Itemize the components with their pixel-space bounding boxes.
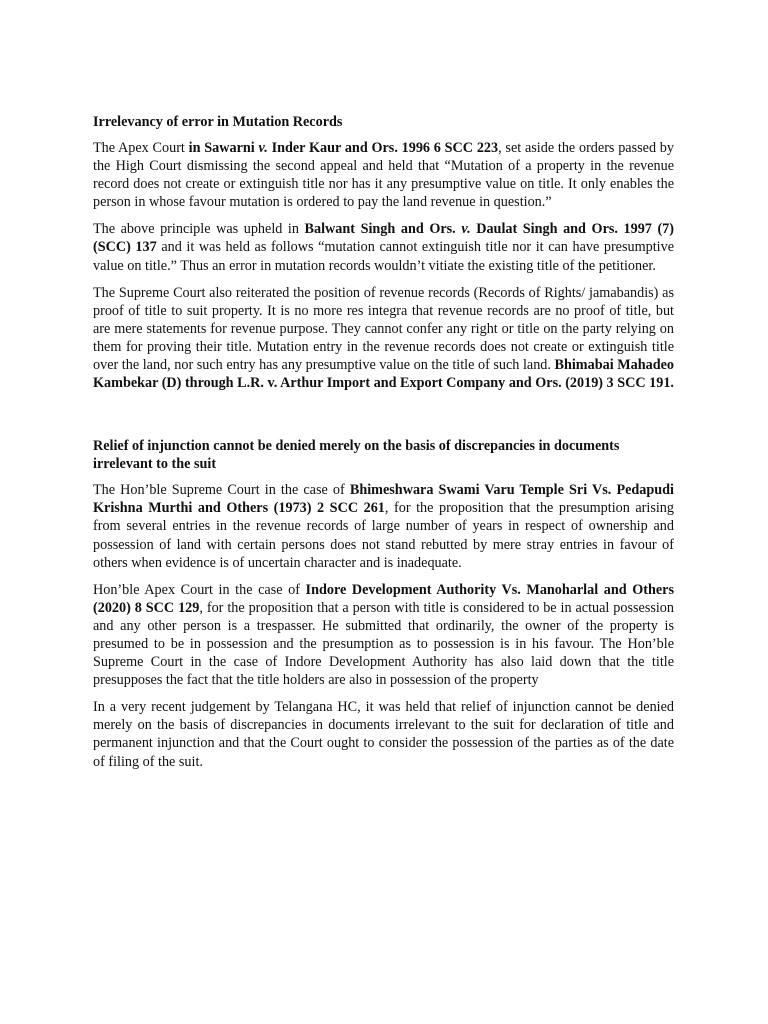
case-citation: Indore Development Authority Vs. Manoharlal and Others (2020) 8 SCC 129: [93, 581, 674, 616]
text: The Hon’ble Supreme Court in the case of: [93, 482, 350, 499]
case-citation-v: v.: [258, 140, 268, 156]
section2-paragraph-2: [93, 581, 674, 690]
section1-paragraph-2: [93, 220, 674, 274]
case-citation: in Sawarni: [188, 140, 259, 156]
case-citation: Bhimeshwara Swami Varu Temple Sri Vs. Pedapudi Krishna Murthi and Others (1973) 2 SCC 261: [93, 482, 675, 517]
text: , set aside the orders passed by the High Court dismissing the second appeal and held that “Mutation of a property in the revenue record does not create or extinguish title nor has it any presumptive value on title. It only enables the person in whose favour mutation is ordered to pay the land revenue in question.”: [93, 140, 674, 211]
section2-heading: Relief of injunction cannot be denied merely on the basis of discrepancies in documents irrelevant to the suit: [93, 438, 620, 473]
section1-heading: Irrelevancy of error in Mutation Records: [93, 114, 343, 130]
text: The Apex Court: [93, 140, 189, 156]
text: Hon’ble Apex Court in the case of: [93, 581, 306, 598]
case-citation: Inder Kaur and Ors. 1996 6 SCC 223: [267, 140, 499, 156]
text: The above principle was upheld in: [93, 221, 305, 238]
document-page: [93, 113, 674, 780]
case-citation: Bhimabai Mahadeo Kambekar (D) through L.R. v. Arthur Import and Export Company and Ors. (2019) 3 SCC 191.: [93, 357, 674, 392]
text: , for the proposition that the presumption arising from several entries in the revenue records of large number of years in respect of ownership and possession of land with certain persons does not stand rebutted by mere stray entries in favour of others when evidence is of uncertain character and is inadequate.: [93, 500, 674, 571]
text: , for the proposition that a person with title is considered to be in actual possession and any other person is a trespasser. He submitted that ordinarily, the owner of the property is presumed to be in possession and the presumption as to possession is in his favour. The Hon’ble Supreme Court in the case of Indore Development Authority has also laid down that the title presupposes the fact that the title holders are also in possession of the property: [93, 599, 674, 689]
text: The Supreme Court also reiterated the position of revenue records (Records of Rights/ jamabandis) as proof of title to suit property. It is no more res integra that revenue records are no proof of title, but are mere statements for revenue purpose. They cannot confer any right or title on the party relying on them for proving their title. Mutation entry in the revenue records does not create or extinguish title over the land, nor such entry has any presumptive value on the title of such land.: [93, 284, 674, 374]
section-spacer: [93, 401, 674, 437]
text: In a very recent judgement by Telangana HC, it was held that relief of injunction cannot be denied merely on the basis of discrepancies in documents irrelevant to the suit for declaration of title and permanent injunction and that the Court ought to consider the possession of the parties as of the date of filing of the suit.: [93, 699, 674, 770]
case-citation: Balwant Singh and Ors.: [304, 221, 462, 238]
section1-paragraph-3: [93, 284, 674, 393]
case-citation: Daulat Singh and Ors. 1997 (7) (SCC) 137: [93, 221, 675, 256]
case-citation-v: v.: [461, 221, 471, 238]
section2-paragraph-3: [93, 698, 674, 770]
text: and it was held as follows “mutation cannot extinguish title nor it can have presumptive value on title.” Thus an error in mutation records wouldn’t vitiate the existing title of the petitioner.: [93, 239, 674, 274]
section1-paragraph-1: [93, 139, 674, 211]
section2-paragraph-1: [93, 481, 674, 571]
